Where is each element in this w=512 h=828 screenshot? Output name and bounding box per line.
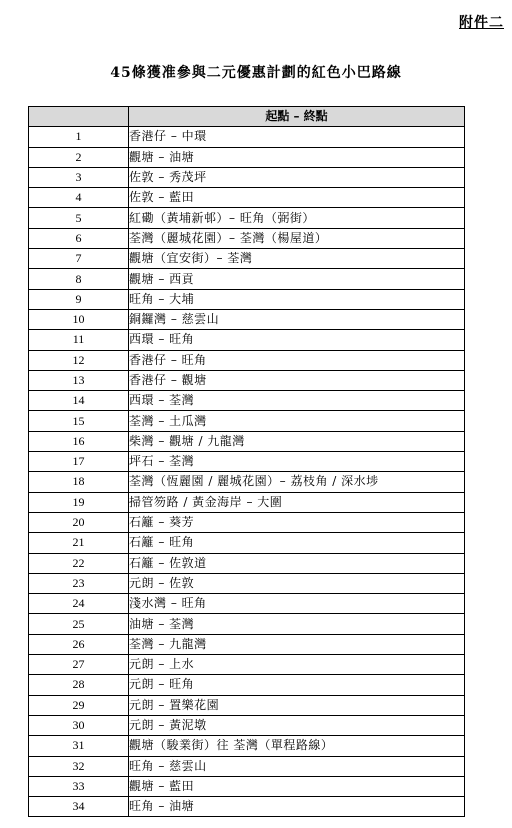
route-name-cell: 西環 – 旺角 xyxy=(129,330,465,350)
routes-table-body xyxy=(29,127,465,817)
route-name-cell: 香港仔 – 中環 xyxy=(129,127,465,147)
table-row xyxy=(29,431,465,451)
route-number-cell: 14 xyxy=(29,391,129,411)
annex-label: 附件二 xyxy=(459,15,504,31)
table-row xyxy=(29,533,465,553)
route-number-cell: 23 xyxy=(29,573,129,593)
route-number-cell: 32 xyxy=(29,756,129,776)
route-name-cell: 觀塘 – 油塘 xyxy=(129,147,465,167)
route-name-cell: 元朗 – 黃泥墩 xyxy=(129,715,465,735)
route-number-cell: 9 xyxy=(29,289,129,309)
route-number-cell: 5 xyxy=(29,208,129,228)
route-name-cell: 荃灣（恆麗園 / 麗城花園）– 荔枝角 / 深水埗 xyxy=(129,472,465,492)
table-row xyxy=(29,370,465,390)
route-name-cell: 旺角 – 油塘 xyxy=(129,797,465,817)
route-name-cell: 觀塘（宜安街）– 荃灣 xyxy=(129,249,465,269)
route-number-cell: 29 xyxy=(29,695,129,715)
route-number-cell: 21 xyxy=(29,533,129,553)
route-name-cell: 香港仔 – 觀塘 xyxy=(129,370,465,390)
route-number-cell: 26 xyxy=(29,634,129,654)
route-number-cell: 2 xyxy=(29,147,129,167)
route-number-cell: 20 xyxy=(29,512,129,532)
table-row xyxy=(29,208,465,228)
table-row xyxy=(29,594,465,614)
route-name-cell: 銅鑼灣 – 慈雲山 xyxy=(129,309,465,329)
route-name-cell: 荃灣（麗城花園）– 荃灣（楊屋道） xyxy=(129,228,465,248)
table-row xyxy=(29,147,465,167)
route-number-cell: 15 xyxy=(29,411,129,431)
route-name-cell: 石籬 – 旺角 xyxy=(129,533,465,553)
route-name-cell: 西環 – 荃灣 xyxy=(129,391,465,411)
route-name-cell: 元朗 – 置樂花園 xyxy=(129,695,465,715)
table-row xyxy=(29,167,465,187)
table-row xyxy=(29,411,465,431)
route-number-cell: 16 xyxy=(29,431,129,451)
table-row xyxy=(29,614,465,634)
route-number-cell: 30 xyxy=(29,715,129,735)
table-row xyxy=(29,188,465,208)
table-row xyxy=(29,289,465,309)
route-name-cell: 旺角 – 大埔 xyxy=(129,289,465,309)
route-name-cell: 荃灣 – 土瓜灣 xyxy=(129,411,465,431)
table-row xyxy=(29,309,465,329)
table-row xyxy=(29,776,465,796)
route-name-cell: 元朗 – 佐敦 xyxy=(129,573,465,593)
route-number-cell: 4 xyxy=(29,188,129,208)
table-row xyxy=(29,736,465,756)
table-row xyxy=(29,695,465,715)
route-number-cell: 22 xyxy=(29,553,129,573)
route-number-cell: 3 xyxy=(29,167,129,187)
route-number-cell: 28 xyxy=(29,675,129,695)
route-number-cell: 12 xyxy=(29,350,129,370)
route-name-cell: 淺水灣 – 旺角 xyxy=(129,594,465,614)
route-name-cell: 紅磡（黃埔新邨）– 旺角（弼街） xyxy=(129,208,465,228)
table-row xyxy=(29,391,465,411)
route-number-cell: 18 xyxy=(29,472,129,492)
route-number-cell: 27 xyxy=(29,655,129,675)
table-row xyxy=(29,512,465,532)
table-row xyxy=(29,553,465,573)
table-header-row xyxy=(29,107,465,127)
route-number-cell: 33 xyxy=(29,776,129,796)
route-number-cell: 11 xyxy=(29,330,129,350)
route-name-cell: 香港仔 – 旺角 xyxy=(129,350,465,370)
table-row xyxy=(29,350,465,370)
route-number-cell: 25 xyxy=(29,614,129,634)
document-title: 45條獲准參與二元優惠計劃的紅色小巴路線 xyxy=(110,65,402,81)
route-number-cell: 31 xyxy=(29,736,129,756)
route-name-cell: 佐敦 – 藍田 xyxy=(129,188,465,208)
route-name-cell: 石籬 – 佐敦道 xyxy=(129,553,465,573)
route-number-cell: 17 xyxy=(29,452,129,472)
route-name-cell: 元朗 – 上水 xyxy=(129,655,465,675)
route-number-cell: 34 xyxy=(29,797,129,817)
route-name-cell: 觀塘 – 西貢 xyxy=(129,269,465,289)
route-number-cell: 24 xyxy=(29,594,129,614)
route-name-cell: 旺角 – 慈雲山 xyxy=(129,756,465,776)
table-row xyxy=(29,127,465,147)
table-row xyxy=(29,492,465,512)
route-name-cell: 觀塘（駿業街）往 荃灣（單程路線） xyxy=(129,736,465,756)
route-number-cell: 10 xyxy=(29,309,129,329)
route-name-cell: 荃灣 – 九龍灣 xyxy=(129,634,465,654)
route-name-cell: 坪石 – 荃灣 xyxy=(129,452,465,472)
route-number-cell: 13 xyxy=(29,370,129,390)
table-row xyxy=(29,452,465,472)
column-header-route: 起點 – 終點 xyxy=(129,107,465,127)
route-name-cell: 觀塘 – 藍田 xyxy=(129,776,465,796)
route-name-cell: 佐敦 – 秀茂坪 xyxy=(129,167,465,187)
table-row xyxy=(29,269,465,289)
route-number-cell: 1 xyxy=(29,127,129,147)
table-row xyxy=(29,228,465,248)
route-number-cell: 19 xyxy=(29,492,129,512)
table-row xyxy=(29,655,465,675)
table-row xyxy=(29,675,465,695)
route-name-cell: 柴灣 – 觀塘 / 九龍灣 xyxy=(129,431,465,451)
route-name-cell: 石籬 – 葵芳 xyxy=(129,512,465,532)
table-row xyxy=(29,249,465,269)
table-row xyxy=(29,472,465,492)
route-name-cell: 元朗 – 旺角 xyxy=(129,675,465,695)
route-name-cell: 掃管笏路 / 黃金海岸 – 大圍 xyxy=(129,492,465,512)
table-row xyxy=(29,573,465,593)
route-number-cell: 6 xyxy=(29,228,129,248)
table-row xyxy=(29,634,465,654)
route-number-cell: 8 xyxy=(29,269,129,289)
routes-table xyxy=(28,106,465,817)
table-row xyxy=(29,715,465,735)
route-name-cell: 油塘 – 荃灣 xyxy=(129,614,465,634)
table-row xyxy=(29,330,465,350)
column-header-number xyxy=(29,107,129,127)
table-row xyxy=(29,797,465,817)
route-number-cell: 7 xyxy=(29,249,129,269)
table-row xyxy=(29,756,465,776)
